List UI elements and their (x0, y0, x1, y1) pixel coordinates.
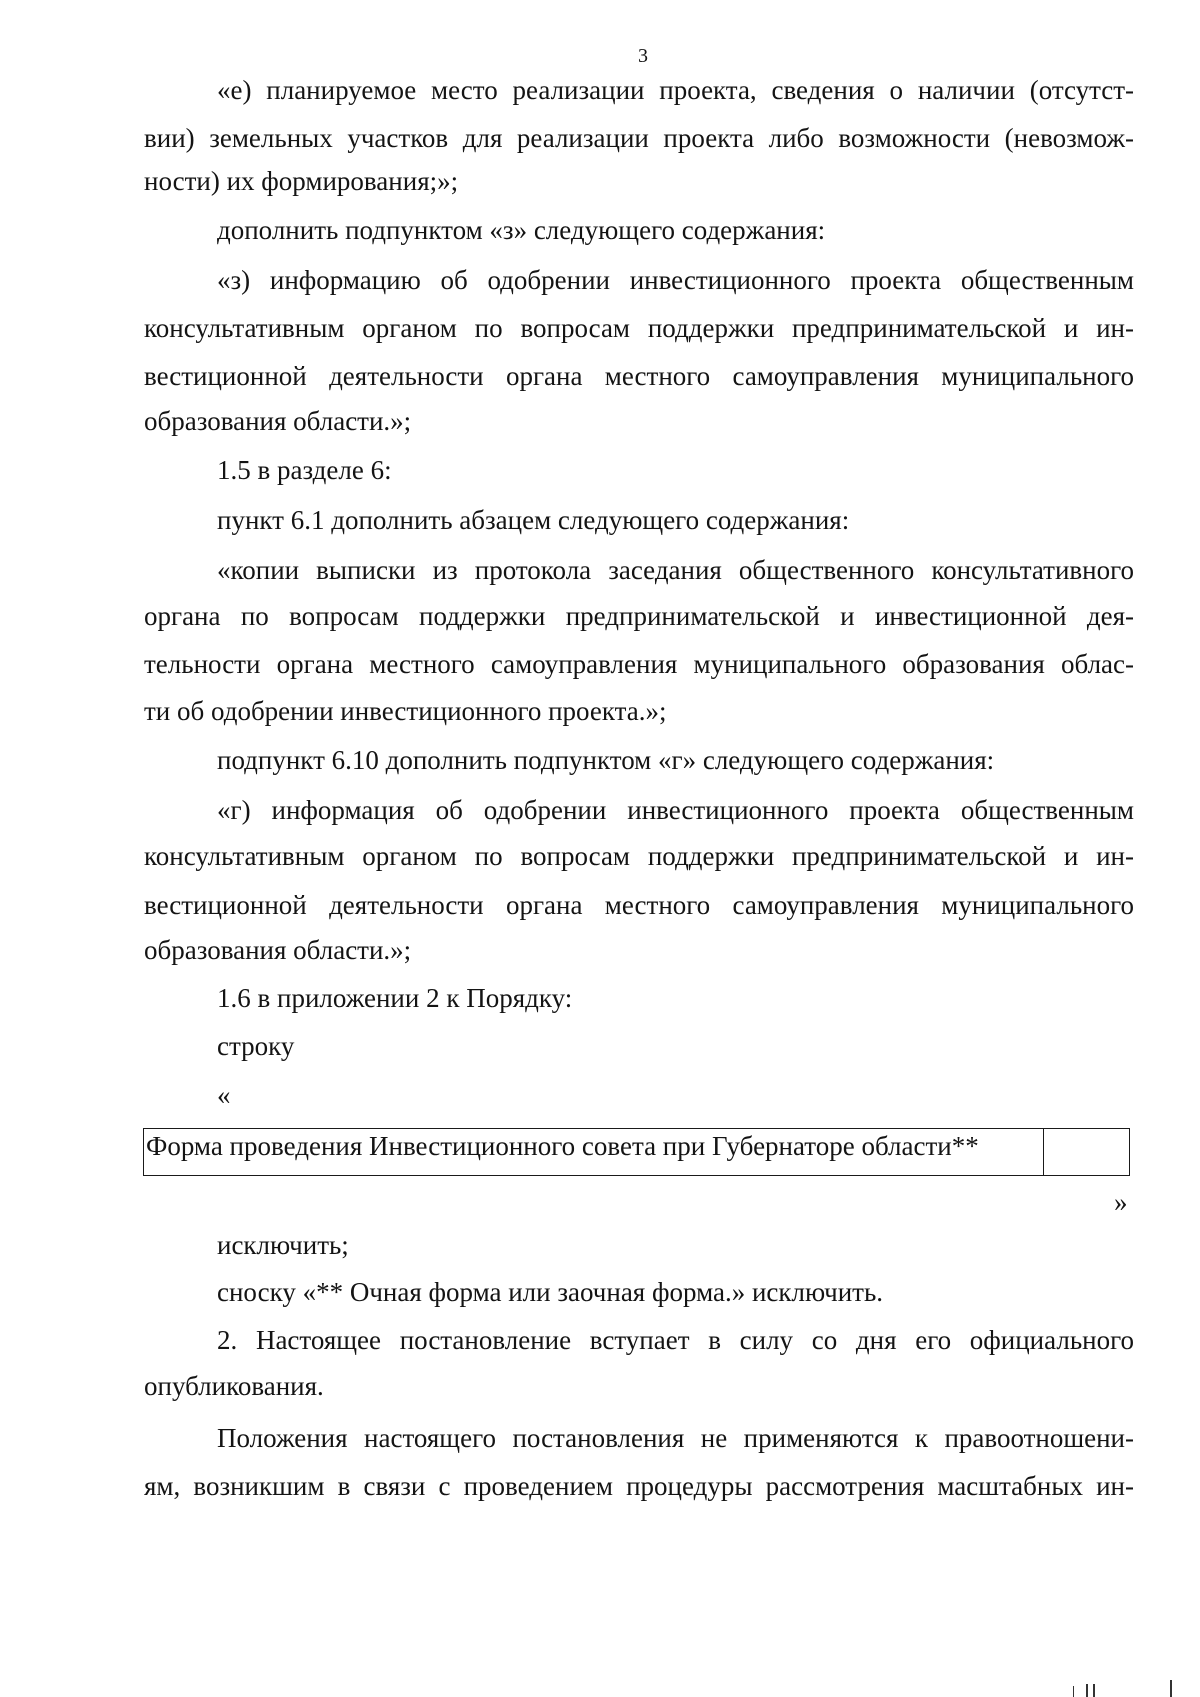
body-text-line: 1.6 в приложении 2 к Порядку: (217, 983, 573, 1013)
opening-quote: « (217, 1080, 231, 1110)
body-text-line: ности) их формирования;»; (144, 166, 459, 196)
body-text-line: пункт 6.1 дополнить абзацем следующего содержания: (217, 505, 850, 535)
body-text-line: консультативным органом по вопросам поддержки предпринимательской и ин- (144, 841, 1134, 871)
scan-artifact (1170, 1680, 1172, 1697)
body-text-line: 2. Настоящее постановление вступает в силу со дня его официального (217, 1325, 1134, 1355)
body-text-line: ти об одобрении инвестиционного проекта.»; (144, 696, 667, 726)
body-text-line: сноску «** Очная форма или заочная форма.» исключить. (217, 1277, 884, 1307)
body-text-line: «копии выписки из протокола заседания общественного консультативного (217, 555, 1134, 585)
closing-quote: » (1114, 1187, 1128, 1217)
form-table-value-cell (1044, 1129, 1129, 1175)
body-text-line: вестиционной деятельности органа местного самоуправления муниципального (144, 361, 1134, 391)
body-text-line: дополнить подпунктом «з» следующего содержания: (217, 215, 826, 245)
scan-artifact (1073, 1686, 1074, 1697)
body-text-line: подпункт 6.10 дополнить подпунктом «г» следующего содержания: (217, 745, 995, 775)
body-text-line: исключить; (217, 1230, 349, 1260)
body-text-line: тельности органа местного самоуправления муниципального образования облас- (144, 649, 1134, 679)
body-text-line: строку (217, 1031, 295, 1061)
body-text-line: опубликования. (144, 1371, 324, 1401)
body-text-line: 1.5 в разделе 6: (217, 455, 392, 485)
body-text-line: органа по вопросам поддержки предпринимательской и инвестиционной дея- (144, 601, 1134, 631)
body-text-line: «г) информация об одобрении инвестиционного проекта общественным (217, 795, 1134, 825)
body-text-line: консультативным органом по вопросам поддержки предпринимательской и ин- (144, 313, 1134, 343)
scan-artifact (1093, 1684, 1095, 1697)
body-text-line: Положения настоящего постановления не применяются к правоотношени- (217, 1423, 1134, 1453)
body-text-line: ям, возникшим в связи с проведением процедуры рассмотрения масштабных ин- (144, 1471, 1134, 1501)
body-text-line: образования области.»; (144, 935, 412, 965)
body-text-line: вестиционной деятельности органа местного самоуправления муниципального (144, 890, 1134, 920)
form-table (143, 1128, 1130, 1176)
form-table-label-cell: Форма проведения Инвестиционного совета при Губернаторе области** (144, 1129, 1044, 1175)
body-text-line: образования области.»; (144, 406, 412, 436)
body-text-line: «з) информацию об одобрении инвестиционного проекта общественным (217, 265, 1134, 295)
body-text-line: вии) земельных участков для реализации проекта либо возможности (невозмож- (144, 123, 1134, 153)
body-text-line: «е) планируемое место реализации проекта, сведения о наличии (отсутст- (217, 75, 1134, 105)
scan-artifact (1086, 1684, 1088, 1697)
page-number: 3 (638, 45, 648, 67)
